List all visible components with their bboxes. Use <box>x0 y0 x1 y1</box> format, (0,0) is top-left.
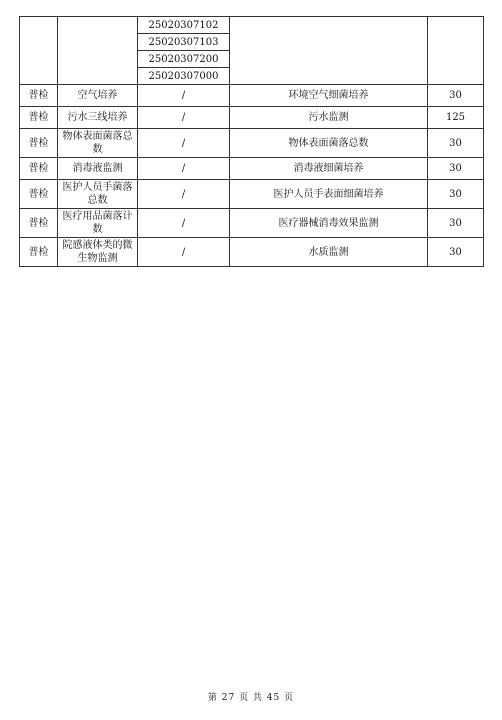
page-footer: 第 27 页 共 45 页 <box>207 693 295 703</box>
item-cell: 污水三线培养 <box>58 107 138 129</box>
table-row <box>20 209 484 238</box>
category-cell: 普检 <box>20 238 58 267</box>
content-cell: 医疗器械消毒效果监测 <box>230 209 428 238</box>
code-cell: 25020307103 <box>138 34 230 51</box>
content-cell: 环境空气细菌培养 <box>230 85 428 107</box>
price-cell: 30 <box>428 180 484 209</box>
price-cell: 125 <box>428 107 484 129</box>
table-row <box>20 85 484 107</box>
content-cell: 物体表面菌落总数 <box>230 129 428 158</box>
fee-table <box>19 16 484 267</box>
price-cell: 30 <box>428 158 484 180</box>
category-cell: 普检 <box>20 180 58 209</box>
item-cell: 医疗用品菌落计数 <box>58 209 138 238</box>
cont-item-cell <box>58 17 138 85</box>
cont-price-cell <box>428 17 484 85</box>
price-cell: 30 <box>428 85 484 107</box>
code-cell: / <box>138 180 230 209</box>
item-cell: 空气培养 <box>58 85 138 107</box>
table-row <box>20 180 484 209</box>
content-cell: 水质监测 <box>230 238 428 267</box>
content-cell: 医护人员手表面细菌培养 <box>230 180 428 209</box>
item-cell: 物体表面菌落总数 <box>58 129 138 158</box>
content-cell: 污水监测 <box>230 107 428 129</box>
code-cell: 25020307200 <box>138 51 230 68</box>
code-cell: / <box>138 85 230 107</box>
category-cell: 普检 <box>20 158 58 180</box>
category-cell: 普检 <box>20 209 58 238</box>
cont-category-cell <box>20 17 58 85</box>
item-cell: 院感液体类的微生物监测 <box>58 238 138 267</box>
code-cell: 25020307102 <box>138 17 230 34</box>
price-cell: 30 <box>428 209 484 238</box>
table-row <box>20 107 484 129</box>
code-cell: / <box>138 129 230 158</box>
table-row <box>20 129 484 158</box>
price-cell: 30 <box>428 238 484 267</box>
category-cell: 普检 <box>20 129 58 158</box>
code-cell: / <box>138 238 230 267</box>
category-cell: 普检 <box>20 107 58 129</box>
content-cell: 消毒液细菌培养 <box>230 158 428 180</box>
category-cell: 普检 <box>20 85 58 107</box>
code-cell: / <box>138 209 230 238</box>
code-cell: / <box>138 107 230 129</box>
cont-content-cell <box>230 17 428 85</box>
code-cell: / <box>138 158 230 180</box>
code-cell: 25020307000 <box>138 68 230 85</box>
price-cell: 30 <box>428 129 484 158</box>
item-cell: 消毒液监测 <box>58 158 138 180</box>
table-row <box>20 238 484 267</box>
item-cell: 医护人员手菌落总数 <box>58 180 138 209</box>
table-row <box>20 158 484 180</box>
